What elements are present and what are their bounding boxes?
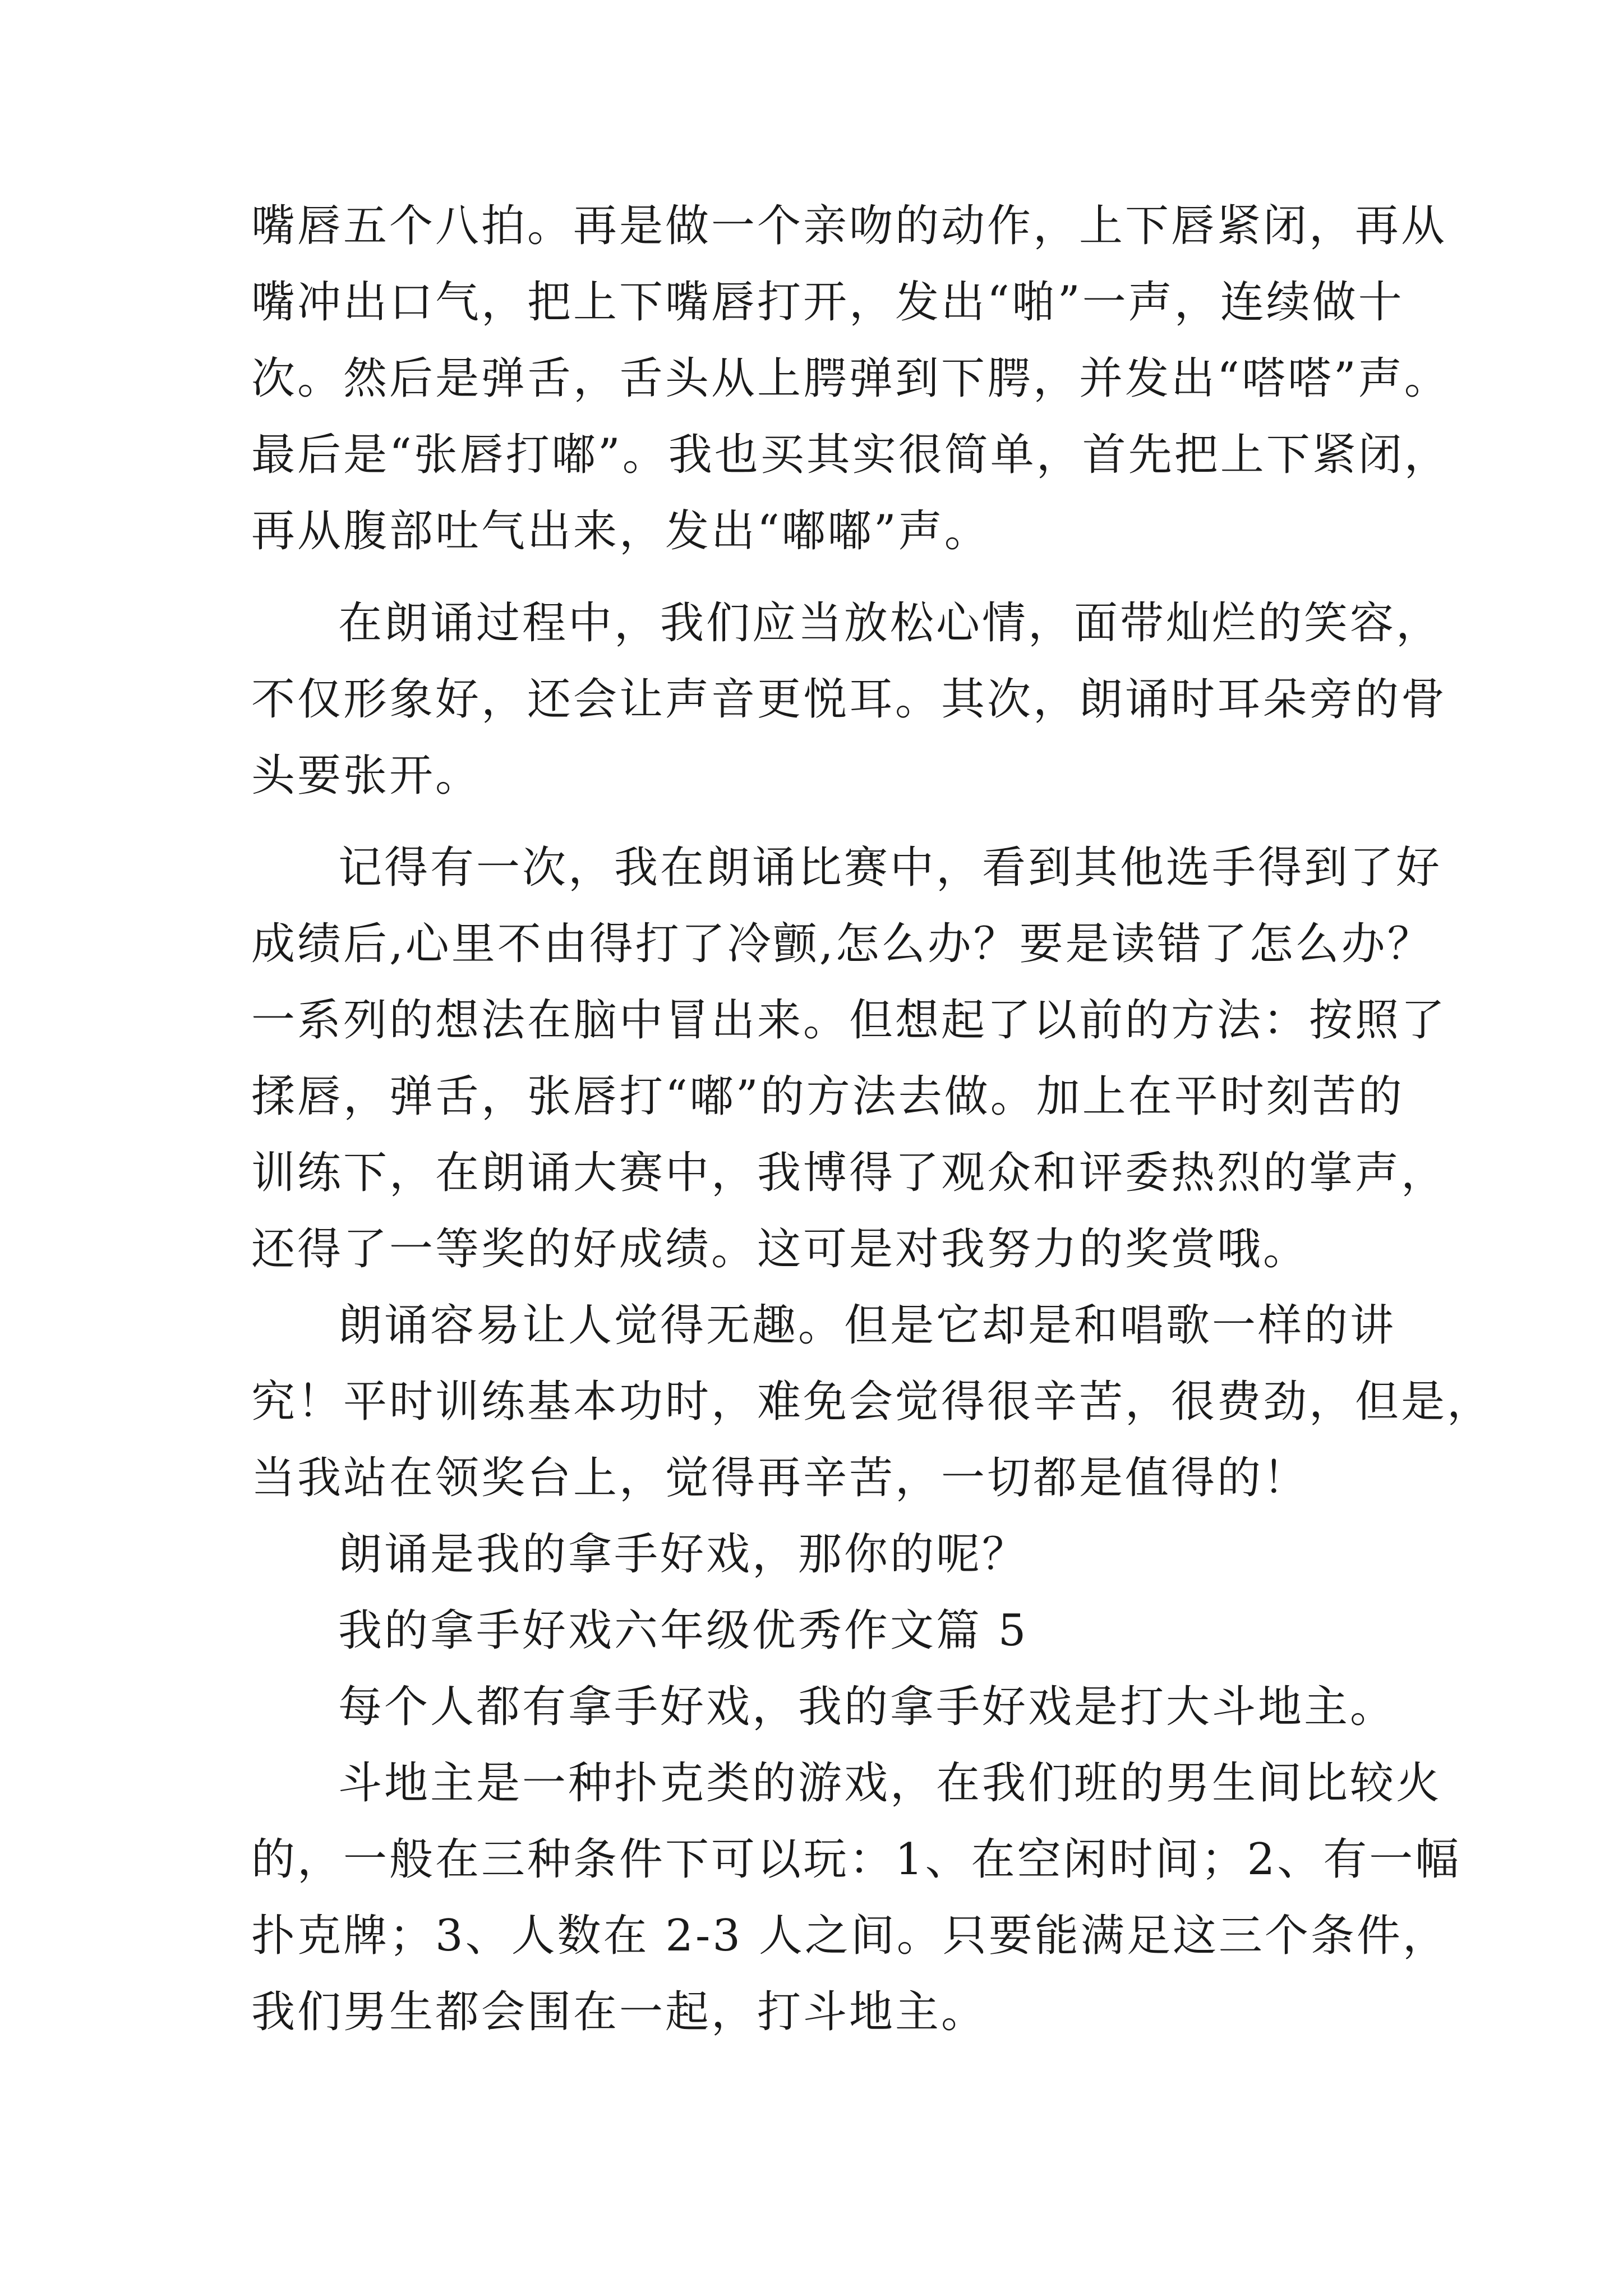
text-line: 揉唇，弹舌，张唇打“嘟”的方法去做。加上在平时刻苦的 [251,1071,1404,1122]
paragraph [251,585,1447,814]
paragraph [251,1516,1390,1593]
paragraph-spacer [251,569,1390,585]
text-line: 一系列的想法在脑中冒出来。但想起了以前的方法：按照了 [251,995,1447,1046]
text-line: 当我站在领奖台上，觉得再辛苦，一切都是值得的！ [251,1453,1310,1503]
text-line: 头要张开。 [251,751,482,801]
text-line: 嘴冲出口气，把上下嘴唇打开，发出“啪”一声，连续做十 [251,277,1404,328]
paragraph-spacer [251,814,1390,830]
text-line: 的，一般在三种条件下可以玩：1、在空闲时间；2、有一幅 [251,1834,1461,1885]
paragraph [251,1745,1461,2050]
text-line: 再从腹部吐气出来，发出“嘟嘟”声。 [251,506,990,556]
text-line: 记得有一次，我在朗诵比赛中，看到其他选手得到了好 [338,843,1442,893]
text-line: 我们男生都会围在一起，打斗地主。 [251,1987,988,2037]
text-line: 还得了一等奖的好成绩。这可是对我努力的奖赏哦。 [251,1224,1310,1274]
text-line: 我的拿手好戏六年级优秀作文篇 5 [338,1605,1029,1656]
text-line: 最后是“张唇打嘟”。我也买其实很简单，首先把上下紧闭， [251,430,1450,480]
document-body [251,188,1493,2050]
text-line: 朗诵容易让人觉得无趣。但是它却是和唱歌一样的讲 [338,1300,1396,1351]
text-line: 训练下，在朗诵大赛中，我博得了观众和评委热烈的掌声， [251,1148,1447,1198]
text-line: 次。然后是弹舌，舌头从上腭弹到下腭，并发出“嗒嗒”声。 [251,353,1450,404]
text-line: 朗诵是我的拿手好戏，那你的呢？ [338,1529,1029,1580]
text-line: 究！平时训练基本功时，难免会觉得很辛苦，很费劲，但是， [251,1377,1493,1427]
text-line: 每个人都有拿手好戏，我的拿手好戏是打大斗地主。 [338,1682,1396,1732]
section-heading [251,1593,1390,1669]
text-line: 成绩后,心里不由得打了冷颤,怎么办？要是读错了怎么办？ [251,919,1433,969]
paragraph [251,1287,1493,1516]
text-line: 斗地主是一种扑克类的游戏，在我们班的男生间比较火 [338,1758,1442,1809]
paragraph [251,188,1450,569]
paragraph [251,1669,1396,1745]
text-line: 不仅形象好，还会让声音更悦耳。其次，朗诵时耳朵旁的骨 [251,674,1447,725]
text-line: 嘴唇五个八拍。再是做一个亲吻的动作，上下唇紧闭，再从 [251,201,1447,251]
text-line: 扑克牌；3、人数在 2-3 人之间。只要能满足这三个条件， [251,1911,1449,1961]
paragraph [251,830,1447,1287]
text-line: 在朗诵过程中，我们应当放松心情，面带灿烂的笑容， [338,598,1442,648]
